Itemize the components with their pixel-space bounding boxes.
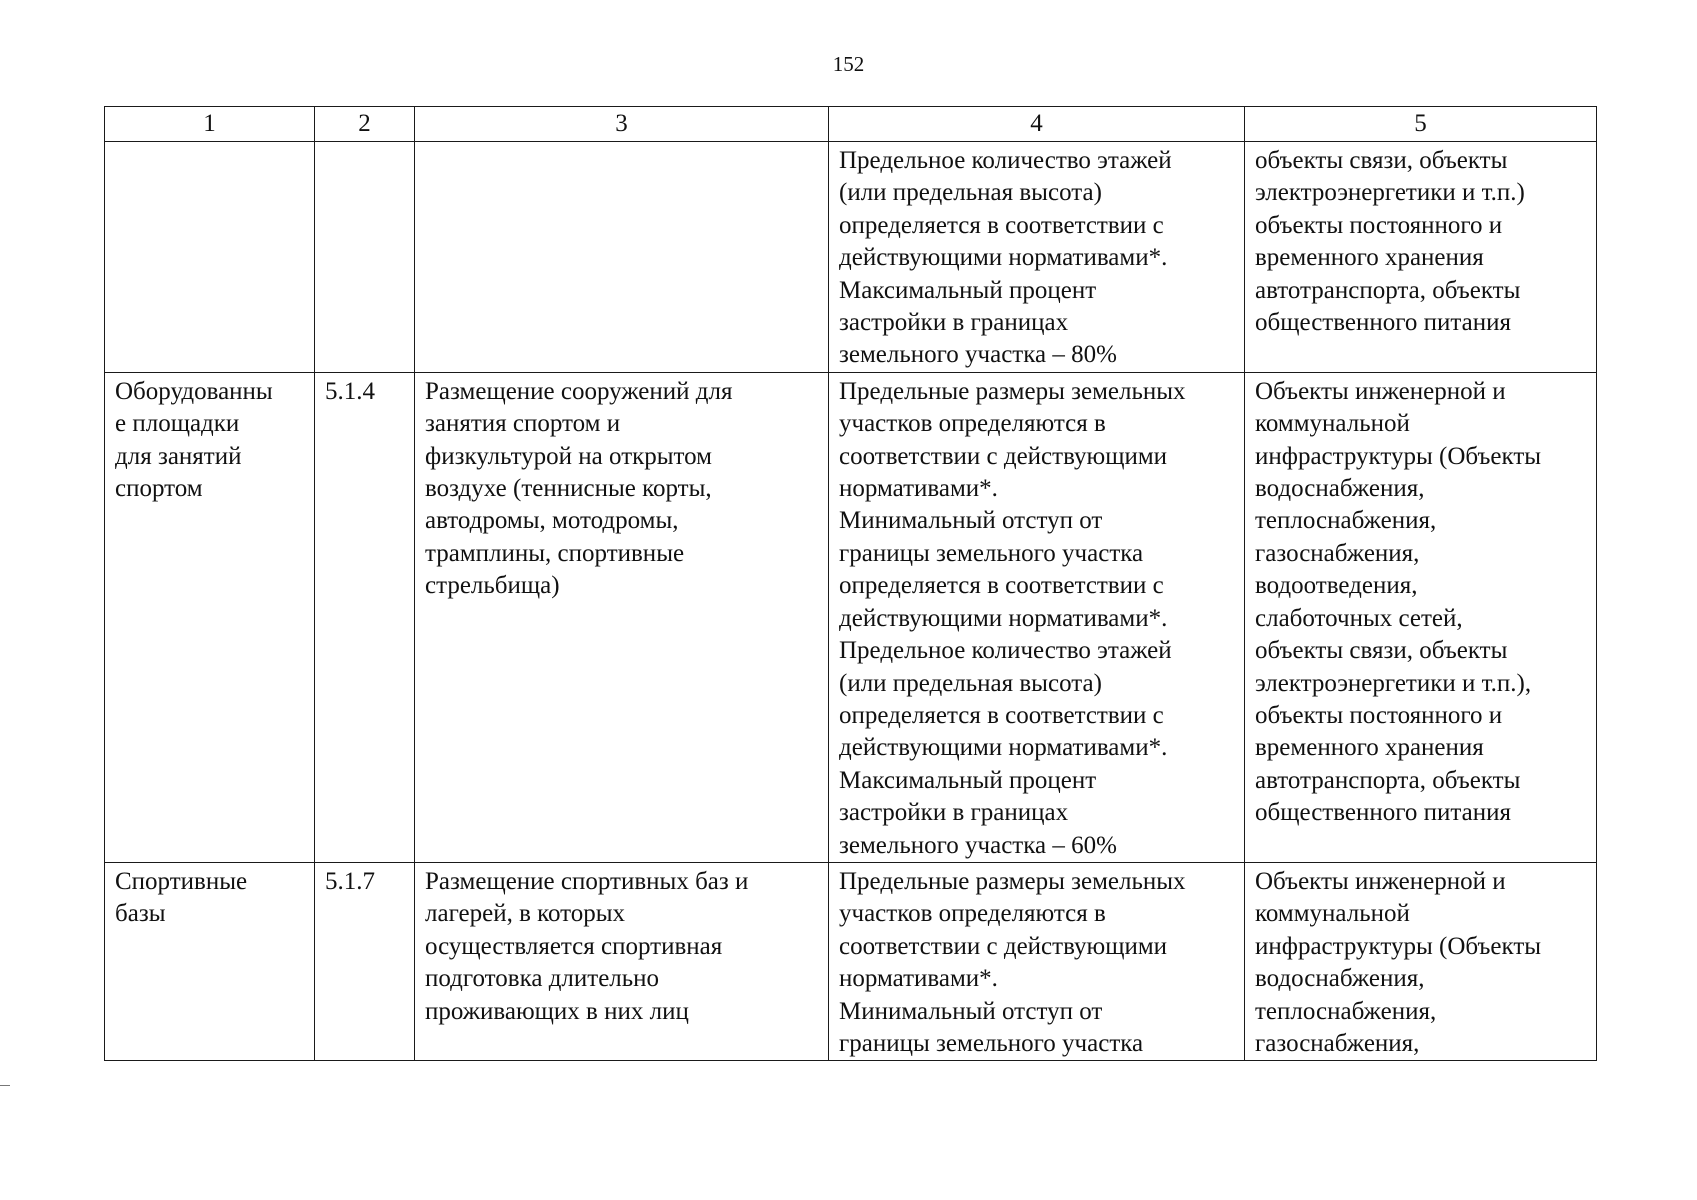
cell-line: Предельное количество этажей [839, 147, 1172, 174]
cell-line: занятия спортом и [425, 410, 621, 438]
cell-line: участков определяются в [839, 410, 1106, 438]
use-code-cell [315, 142, 415, 373]
cell-line: слаботочных сетей, [1255, 604, 1463, 632]
use-name-cell [105, 372, 315, 862]
cell-line: нормативами*. [839, 475, 998, 503]
cell-line: нормативами*. [839, 965, 998, 993]
cell-line: автотранспорта, объекты [1255, 276, 1521, 304]
cell-text: 5.1.7 [325, 867, 375, 895]
cell-line: водоотведения, [1255, 572, 1418, 600]
cell-line: водоснабжения, [1255, 475, 1425, 503]
cell-line: Максимальный процент [839, 276, 1097, 304]
cell-line: определяется в соответствии с [839, 572, 1164, 600]
use-name-cell [105, 862, 315, 1060]
cell-line: Предельное количество этажей [839, 637, 1172, 665]
cell-line: физкультурой на открытом [425, 442, 712, 470]
cell-line: осуществляется спортивная [425, 932, 723, 960]
use-code-cell [315, 372, 415, 862]
cell-line: Размещение спортивных баз и [425, 867, 749, 895]
cell-line: действующими нормативами*. [839, 604, 1168, 632]
cell-line: Объекты инженерной и [1255, 377, 1506, 405]
cell-line: теплоснабжения, [1255, 997, 1437, 1025]
cell-line: е площадки [115, 410, 240, 438]
cell-line: водоснабжения, [1255, 965, 1425, 993]
cell-line: автотранспорта, объекты [1255, 766, 1521, 794]
cell-line: соответствии с действующими [839, 442, 1168, 470]
cell-line: воздухе (теннисные корты, [425, 475, 712, 503]
cell-line: подготовка длительно [425, 965, 660, 993]
cell-line: лагерей, в которых [425, 900, 626, 928]
cell-line: определяется в соответствии с [839, 701, 1164, 729]
use-name-cell [105, 142, 315, 373]
table-row [105, 372, 1597, 862]
cell-line: газоснабжения, [1255, 539, 1420, 567]
cell-line: Максимальный процент [839, 766, 1097, 794]
cell-line: Объекты инженерной и [1255, 867, 1506, 895]
cell-line: земельного участка – 80% [839, 341, 1117, 369]
scan-edge-mark [0, 1085, 10, 1086]
cell-line: (или предельная высота) [839, 669, 1102, 697]
page-number: 152 [832, 52, 865, 76]
cell-line: участков определяются в [839, 900, 1106, 928]
cell-line: Размещение сооружений для [425, 377, 733, 405]
cell-line: базы [115, 900, 166, 928]
use-code-cell [315, 862, 415, 1060]
cell-line: временного хранения [1255, 734, 1484, 762]
cell-line: автодромы, мотодромы, [425, 507, 679, 535]
cell-line: коммунальной [1255, 900, 1410, 928]
cell-line: границы земельного участка [839, 539, 1144, 567]
column-header-5: 5 [1245, 107, 1597, 142]
cell-line: теплоснабжения, [1255, 507, 1437, 535]
cell-line: земельного участка – 60% [839, 831, 1117, 859]
cell-line: (или предельная высота) [839, 179, 1102, 207]
cell-line: объекты связи, объекты [1255, 637, 1508, 665]
parameters-cell [829, 372, 1245, 862]
use-description-cell [415, 862, 829, 1060]
cell-line: Предельные размеры земельных [839, 867, 1186, 895]
column-header-4: 4 [829, 107, 1245, 142]
cell-line: Оборудованны [115, 377, 273, 405]
cell-line: соответствии с действующими [839, 932, 1168, 960]
cell-line: определяется в соответствии с [839, 211, 1164, 239]
column-header-3: 3 [415, 107, 829, 142]
column-header-1: 1 [105, 107, 315, 142]
cell-line: объекты связи, объекты [1255, 147, 1508, 174]
cell-line: объекты постоянного и [1255, 211, 1503, 239]
table-body [105, 142, 1597, 1061]
cell-line: границы земельного участка [839, 1029, 1144, 1057]
table-row [105, 142, 1597, 373]
cell-line: инфраструктуры (Объекты [1255, 932, 1542, 960]
cell-line: общественного питания [1255, 309, 1511, 337]
table-row [105, 862, 1597, 1060]
cell-line: действующими нормативами*. [839, 244, 1168, 272]
cell-line: объекты постоянного и [1255, 701, 1503, 729]
parameters-cell [829, 862, 1245, 1060]
cell-text: 5.1.4 [325, 377, 375, 405]
cell-line: электроэнергетики и т.п.), [1255, 669, 1532, 697]
cell-line: электроэнергетики и т.п.) [1255, 179, 1525, 207]
auxiliary-uses-cell [1245, 862, 1597, 1060]
cell-line: Минимальный отступ от [839, 507, 1103, 535]
cell-line: Минимальный отступ от [839, 997, 1103, 1025]
cell-line: застройки в границах [839, 309, 1069, 337]
cell-line: стрельбища) [425, 572, 560, 600]
cell-line: общественного питания [1255, 799, 1511, 827]
cell-line: застройки в границах [839, 799, 1069, 827]
cell-line: временного хранения [1255, 244, 1484, 272]
use-description-cell [415, 142, 829, 373]
cell-line: спортом [115, 475, 203, 503]
cell-line: коммунальной [1255, 410, 1410, 438]
cell-line: трамплины, спортивные [425, 539, 685, 567]
parameters-cell [829, 142, 1245, 373]
use-description-cell [415, 372, 829, 862]
cell-line: Спортивные [115, 867, 248, 895]
cell-line: инфраструктуры (Объекты [1255, 442, 1542, 470]
land-use-table [104, 106, 1597, 1061]
table-header-row [105, 107, 1597, 142]
cell-line: для занятий [115, 442, 242, 470]
cell-line: Предельные размеры земельных [839, 377, 1186, 405]
cell-line: проживающих в них лиц [425, 997, 689, 1025]
auxiliary-uses-cell [1245, 142, 1597, 373]
cell-line: газоснабжения, [1255, 1029, 1420, 1057]
cell-line: действующими нормативами*. [839, 734, 1168, 762]
column-header-2: 2 [315, 107, 415, 142]
auxiliary-uses-cell [1245, 372, 1597, 862]
